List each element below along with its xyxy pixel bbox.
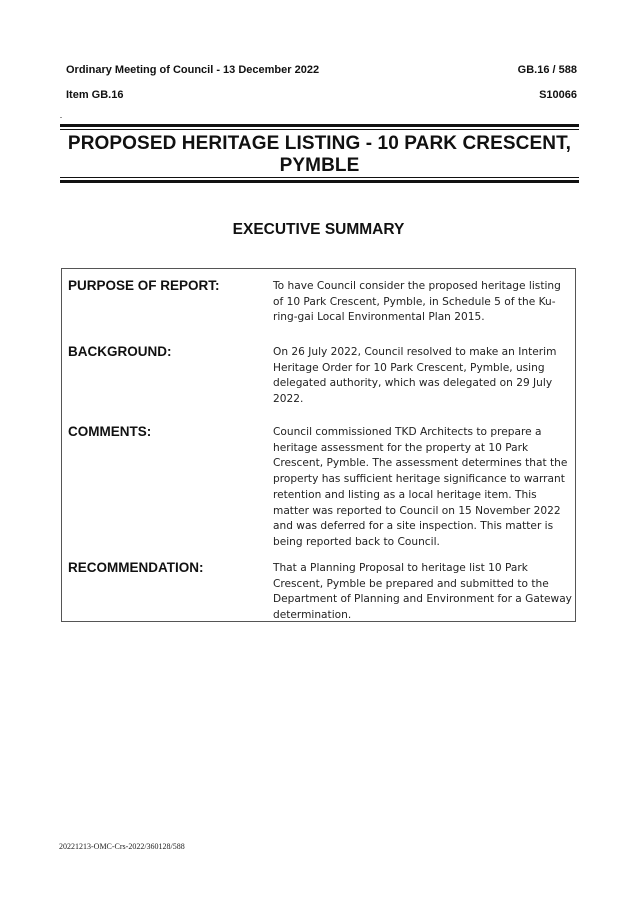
section-heading: EXECUTIVE SUMMARY (232, 221, 405, 238)
meeting-title: Ordinary Meeting of Council - 13 December 2022 (66, 64, 320, 76)
recommendation-text: That a Planning Proposal to heritage list 10 Park Crescent, Pymble be prepared and submitted to the Department of Planning and Environment for a Gateway determination. (273, 562, 572, 622)
file-reference: S10066 (539, 89, 577, 101)
purpose-label: PURPOSE OF REPORT: (68, 278, 220, 293)
title-rule-top-thin (60, 129, 579, 130)
title-rule-bottom-thin (60, 177, 579, 178)
title-line-2: PYMBLE (279, 155, 360, 176)
title-rule-bottom-thick (60, 180, 579, 183)
title-rule-top-thick (60, 124, 579, 127)
comments-text: Council commissioned TKD Architects to prepare a heritage assessment for the property at 10 Park Crescent, Pymble. The assessment determines that the property has sufficient heritage significance to warrant retention and listing as a local heritage item. This matter was reported to Council on 15 November 2022 and was deferred for a site inspection. This matter is being reported back to Council. (273, 426, 568, 548)
executive-summary-box (61, 268, 576, 622)
meeting-header (66, 64, 577, 76)
page-reference: GB.16 / 588 (517, 64, 577, 76)
recommendation-label: RECOMMENDATION: (68, 560, 204, 575)
document-footer-reference: 20221213-OMC-Crs-2022/360128/588 (59, 842, 185, 851)
background-text: On 26 July 2022, Council resolved to make an Interim Heritage Order for 10 Park Crescent, Pymble, using delegated authority, which was delegated on 29 July 2022. (273, 346, 557, 406)
background-label: BACKGROUND: (68, 344, 172, 359)
page-title (60, 133, 579, 177)
purpose-text: To have Council consider the proposed heritage listing of 10 Park Crescent, Pymble, in Schedule 5 of the Ku-ring-gai Local Environmental Plan 2015. (273, 280, 561, 324)
title-line-1: PROPOSED HERITAGE LISTING - 10 PARK CRESCENT, (67, 133, 572, 154)
comments-label: COMMENTS: (68, 424, 152, 439)
item-number: Item GB.16 (66, 89, 124, 101)
stray-mark (60, 117, 62, 118)
item-header (66, 89, 577, 101)
